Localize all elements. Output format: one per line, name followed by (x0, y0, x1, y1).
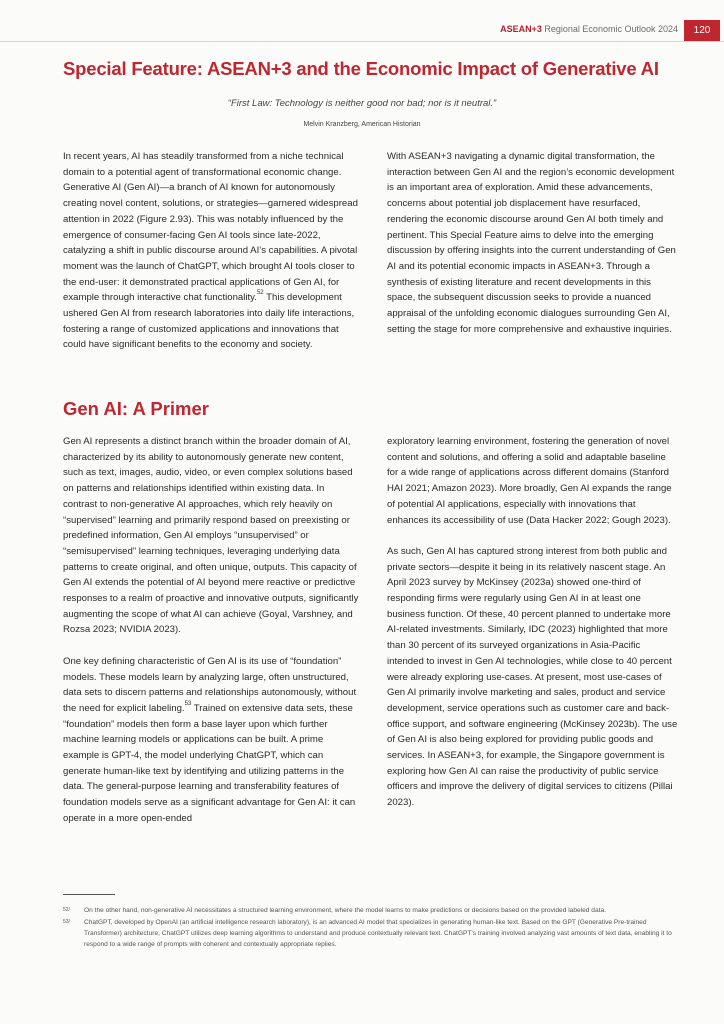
footnote-ref-53[interactable]: 53 (184, 700, 192, 707)
primer-paragraph-3: exploratory learning environment, fostering the generation of novel content and solutions, and offering a solid and adaptable baseline for a wide range of applications across different domains (Stanford HAI 2021; Amazon 2023). More broadly, Gen AI expands the range of potential AI applications, especially with innovations that enhances its accessibility of use (Data Hacker 2022; Gough 2023). (387, 436, 672, 526)
brand-label: ASEAN+3 (500, 24, 542, 34)
report-name: Regional Economic Outlook 2024 (544, 24, 678, 34)
primer-text-cont: Trained on extensive data sets, these “foundation” models then form a base layer upon which further machine learning models or applications can be built. A prime example is GPT-4, the model underlying ChatGPT, which can generate human-like text by identifying and utilizing patterns in the data. The general-purpose learning and transferability features of foundation models serve as a significant advantage for Gen AI: it can operate in a more open-ended (63, 702, 356, 824)
footnote-ref-52[interactable]: 52 (256, 290, 264, 297)
epigraph-quote: “First Law: Technology is neither good nor bad; nor is it neutral.” (227, 98, 497, 109)
footnote-text: On the other hand, non-generative AI necessitates a structured learning environment, where the model learns to make predictions or decisions based on the provided labeled data. (84, 907, 606, 914)
intro-right-column (387, 149, 679, 337)
primer-left-column (63, 434, 361, 827)
section-heading: Gen AI: A Primer (63, 398, 209, 419)
footnote-number: 53/ (63, 919, 70, 925)
footnotes (63, 905, 683, 951)
page-number: 120 (684, 20, 720, 41)
intro-left-column (63, 149, 361, 353)
epigraph-author: Melvin Kranzberg, American Historian (303, 121, 421, 128)
primer-right-column (387, 434, 679, 811)
intro-paragraph (63, 149, 361, 353)
primer-paragraph-4: As such, Gen AI has captured strong interest from both public and private sectors—despite it being in its relatively nascent stage. An April 2023 survey by McKinsey (2023a) showed one-third of responding firms were regularly using Gen AI in at least one business function. Of these, 40 percent planned to undertake more AI-related investments. Similarly, IDC (2023) highlighted that more than 30 percent of its surveyed organizations in Asia-Pacific intended to invest in Gen AI technologies, while close to 40 percent were already exploring use-cases. At present, most use-cases of Gen AI primarily involve marketing and sales, product and service development, service operations such as customer care and back-office support, and software engineering (McKinsey 2023b). The use of Gen AI is also being explored for providing public goods and services. In ASEAN+3, for example, the Singapore government is exploring how Gen AI can raise the productivity of public service officers and improve the delivery of digital services to citizens (Pillai 2023). (387, 545, 678, 809)
intro-text-cont: This development ushered Gen AI from research laboratories into daily life interactions, fostering a range of customized applications and innovations that could have significant benefits to the economy and society. (63, 292, 355, 351)
footnote-number: 52/ (63, 907, 70, 913)
footnote-text: ChatGPT, developed by OpenAI (an artificial intelligence research laboratory), is an advanced AI model that specializes in generating human-like text. Based on the GPT (Generative Pre-trained Transformer) architecture, ChatGPT utilizes deep learning algorithms to understand and produce contextually relevant text. ChatGPT’s training involved analyzing vast amounts of text data, enabling it to respond to a wide range of prompts with coherent and contextually appropriate replies. (84, 919, 672, 948)
intro-paragraph-right: With ASEAN+3 navigating a dynamic digital transformation, the interaction between Gen AI and the region’s economic development is an important area of exploration. Amid these advancements, concerns about potential job displacement have resurfaced, rendering the economic discourse around Gen AI both timely and pertinent. This Special Feature aims to delve into the emerging discussion by offering insights into the current understanding of Gen AI and its potential economic impacts in ASEAN+3. Through a synthesis of existing literature and recent developments in this space, the subsequent discussion seeks to provide a nuanced appraisal of the unfolding economic dialogues surrounding Gen AI, setting the stage for more comprehensive and exhaustive inquiries. (387, 151, 676, 335)
primer-paragraph-1: Gen AI represents a distinct branch within the broader domain of AI, characterized by its ability to autonomously generate new content, such as text, images, audio, video, or even complex solutions based on patterns and relationships identified within existing data. In contrast to non-generative AI approaches, which rely heavily on “supervised” learning and primarily respond based on preexisting or predefined information, Gen AI employs “unsupervised” or “semisupervised” learning techniques, leveraging underlying data patterns to create original, and often unique, outputs. This capacity of Gen AI extends the potential of AI beyond mere reactive or predictive responses to a realm of proactive and innovative outputs, significantly augmenting the scope of what AI can achieve (Goyal, Varshney, and Rozsa 2023; NVIDIA 2023). (63, 436, 359, 636)
primer-text: One key defining characteristic of Gen AI is its use of “foundation” models. These models learn by analyzing large, often unstructured, data sets to discern patterns and relationships autonomously, without the need for explicit labeling. (63, 655, 357, 714)
footnote-52 (63, 905, 683, 916)
footnote-divider (63, 894, 115, 895)
page-title: Special Feature: ASEAN+3 and the Economic Impact of Generative AI (63, 58, 659, 79)
intro-text: In recent years, AI has steadily transformed from a niche technical domain to a potential agent of transformational economic change. Generative AI (Gen AI)—a branch of AI known for autonomously creating novel content, solutions, or strategies—garnered widespread attention in 2022 (Figure 2.93). This was notably influenced by the emergence of consumer-facing Gen AI tools since late-2022, catalyzing a shift in public discourse around AI’s capabilities. A pivotal moment was the launch of ChatGPT, which brought AI tools closer to the end-user: it demonstrated practical applications of Gen AI, for example through interactive chat functionality. (63, 151, 358, 304)
report-title (500, 24, 678, 34)
header-divider (0, 41, 724, 42)
primer-paragraph-2 (63, 654, 361, 827)
footnote-53 (63, 917, 683, 950)
